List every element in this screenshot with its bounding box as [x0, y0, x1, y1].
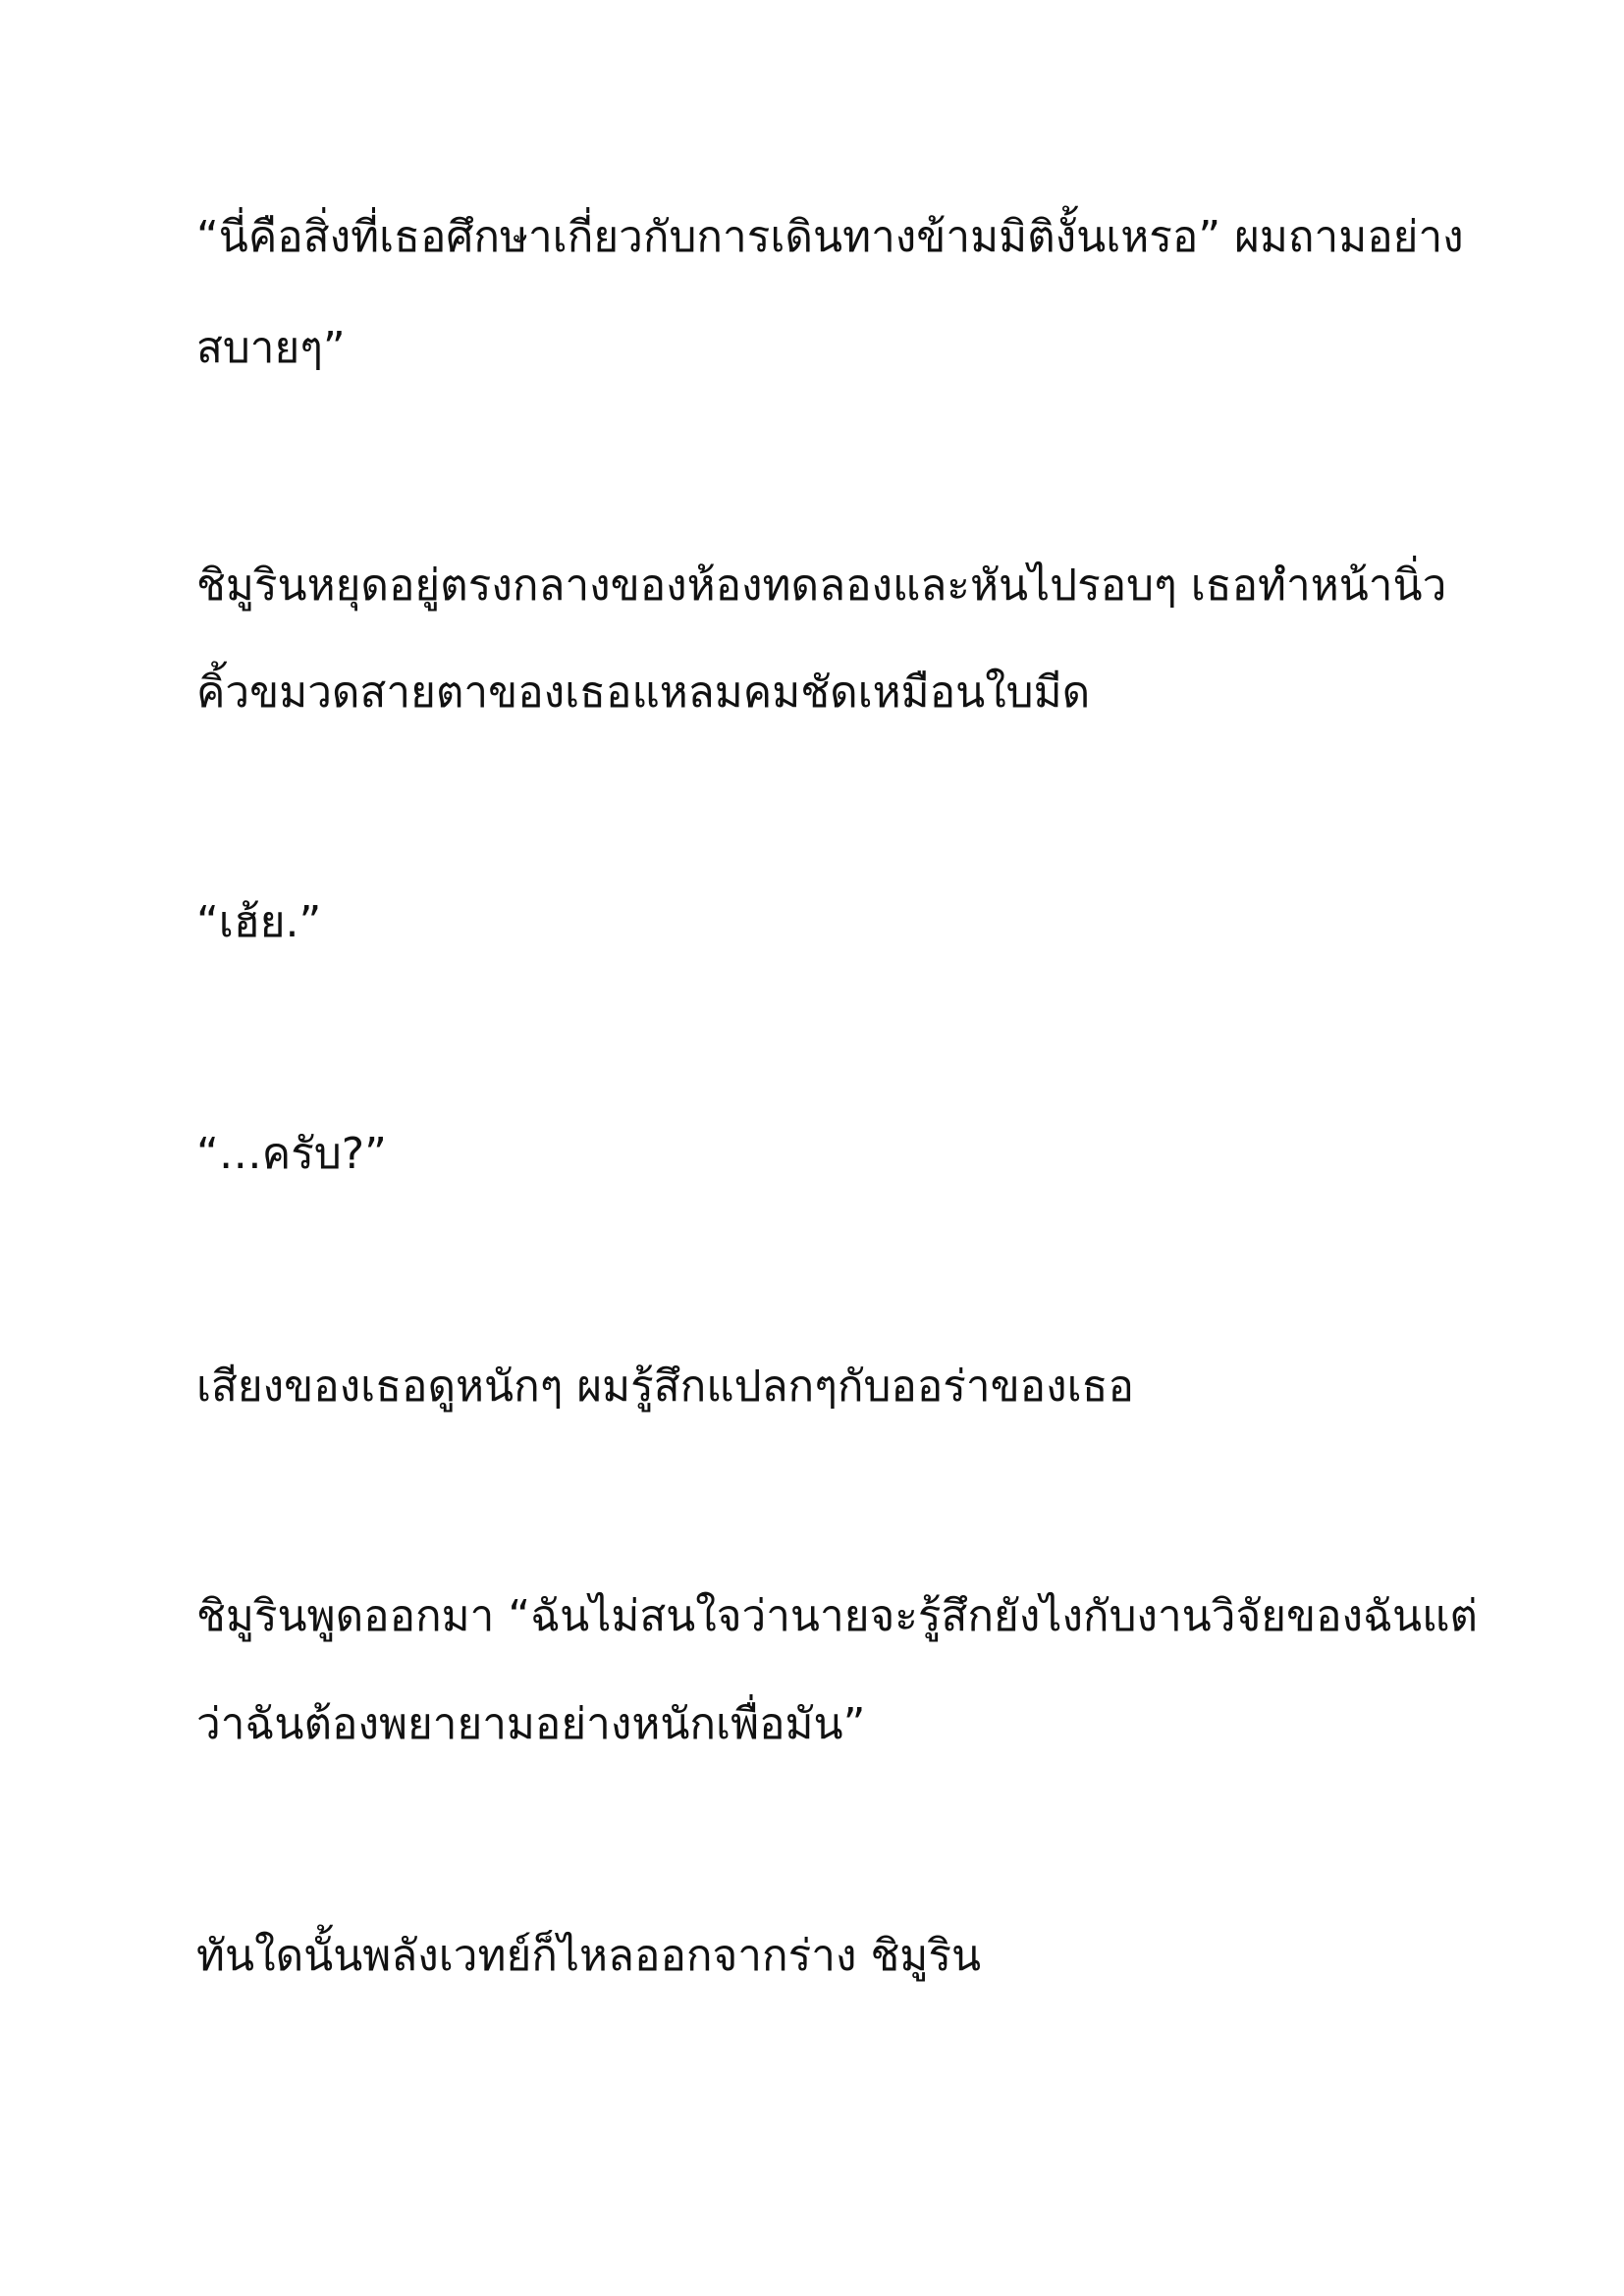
paragraph-1-line-1: “นี่คือสิ่งที่เธอศึกษาเกี่ยวกับการเดินทางข้ามมิติงั้นเหรอ” ผมถามอย่าง	[196, 212, 1464, 262]
paragraph-4-line-1: “…ครับ?”	[196, 1129, 387, 1179]
paragraph-6-line-1: ชิมูรินพูดออกมา “ฉันไม่สนใจว่านายจะรู้สึกยังไงกับงานวิจัยของฉันแต่	[196, 1591, 1479, 1641]
paragraph-2-line-1: ชิมูรินหยุดอยู่ตรงกลางของห้องทดลองและหันไปรอบๆ เธอทำหน้านิ่ว	[196, 561, 1447, 611]
paragraph-1-line-2: สบายๆ”	[196, 323, 346, 373]
paragraph-5-line-1: เสียงของเธอดูหนักๆ ผมรู้สึกแปลกๆกับออร่าของเธอ	[196, 1362, 1134, 1412]
paragraph-2-line-2: คิ้วขมวดสายตาของเธอแหลมคมชัดเหมือนใบมีด	[196, 667, 1091, 718]
paragraph-7-line-1: ทันใดนั้นพลังเวทย์ก็ไหลออกจากร่าง ชิมูริน	[196, 1931, 982, 1981]
paragraph-6-line-2: ว่าฉันต้องพยายามอย่างหนักเพื่อมัน”	[196, 1699, 866, 1749]
paragraph-3-line-1: “เฮ้ย.”	[196, 897, 322, 947]
